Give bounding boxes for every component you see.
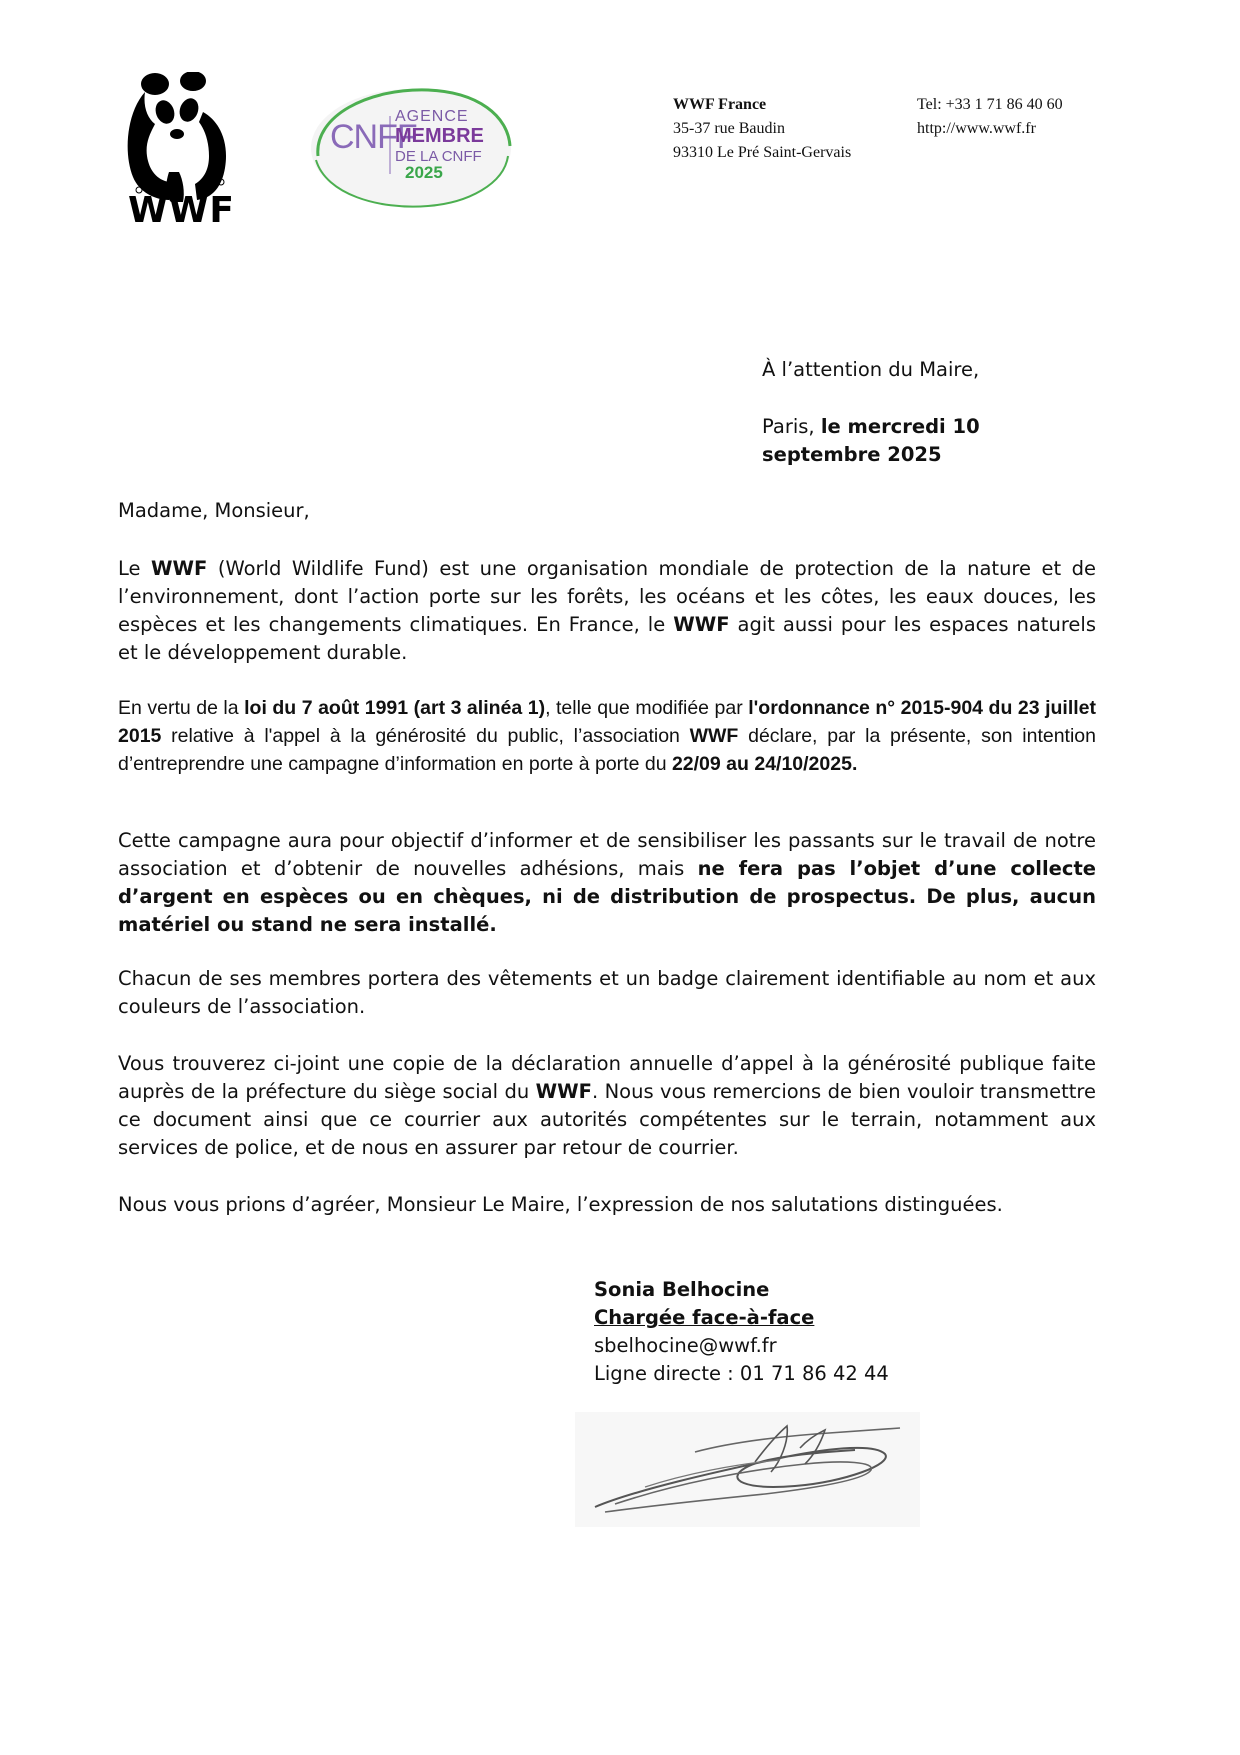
cnff-agence-label: AGENCE: [395, 108, 469, 125]
signature-block: [594, 1276, 889, 1388]
header-street: 35-37 rue Baudin: [673, 120, 785, 137]
date-bold: le mercredi 10 septembre 2025: [762, 415, 980, 466]
salutation: Madame, Monsieur,: [118, 499, 310, 522]
cnff-dela-label: DE LA CNFF: [395, 148, 482, 165]
cnff-membre-label: MEMBRE: [395, 125, 484, 147]
paragraph-legal: En vertu de la loi du 7 août 1991 (art 3 alinéa 1), telle que modifiée par l'ordonnance n° 2015-904 du 23 juillet 2015 relative à l'appel à la générosité du public, l’association WWF déclare, par la présente, son intention d’entreprendre une campagne d’information en porte à porte du 22/09 au 24/10/2025.: [118, 697, 1096, 775]
paragraph-declaration: Vous trouverez ci-joint une copie de la déclaration annuelle d’appel à la générosité publique faite auprès de la préfecture du siège social du WWF. Nous vous remercions de bien vouloir transmettre ce document ainsi que ce courrier aux autorités compétentes sur le terrain, notamment aux services de police, et de nous en assurer par retour de courrier.: [118, 1052, 1096, 1159]
paragraph-campaign: Cette campagne aura pour objectif d’informer et de sensibiliser les passants sur le travail de notre association et d’obtenir de nouvelles adhésions, mais ne fera pas l’objet d’une collecte d’argent en espèces ou en chèques, ni de distribution de prospectus. De plus, aucun matériel ou stand ne sera installé.: [118, 829, 1097, 936]
cnff-year-label: 2025: [405, 163, 443, 182]
header-city: 93310 Le Pré Saint-Gervais: [673, 144, 852, 161]
date-prefix: Paris,: [762, 415, 821, 438]
paragraph-intro: Le WWF (World Wildlife Fund) est une organisation mondiale de protection de la nature et de l’environnement, dont l’action porte sur les forêts, les océans et les côtes, les eaux douces, les espèces et les changements climatiques. En France, le WWF agit aussi pour les espaces naturels et le développement durable.: [118, 557, 1097, 664]
wwf-wordmark: WWF: [128, 190, 236, 231]
paragraph-closing: Nous vous prions d’agréer, Monsieur Le Maire, l’expression de nos salutations distinguées.: [118, 1193, 1003, 1216]
recipient-attention: À l’attention du Maire,: [762, 358, 980, 381]
letter-date: [762, 413, 1092, 469]
signatory-email[interactable]: sbelhocine@wwf.fr: [594, 1334, 777, 1357]
signatory-name: Sonia Belhocine: [594, 1278, 770, 1301]
handwritten-signature: [575, 1412, 920, 1527]
signatory-phone: Ligne directe : 01 71 86 42 44: [594, 1362, 889, 1385]
signatory-role: Chargée face-à-face: [594, 1306, 815, 1329]
header-tel: Tel: +33 1 71 86 40 60: [917, 96, 1063, 113]
paragraph-members: Chacun de ses membres portera des vêtements et un badge clairement identifiable au nom et aux couleurs de l’association.: [118, 967, 1096, 1018]
header-web[interactable]: http://www.wwf.fr: [917, 120, 1036, 137]
cnff-letters: CNFF: [330, 118, 417, 156]
header-org: WWF France: [673, 96, 767, 113]
